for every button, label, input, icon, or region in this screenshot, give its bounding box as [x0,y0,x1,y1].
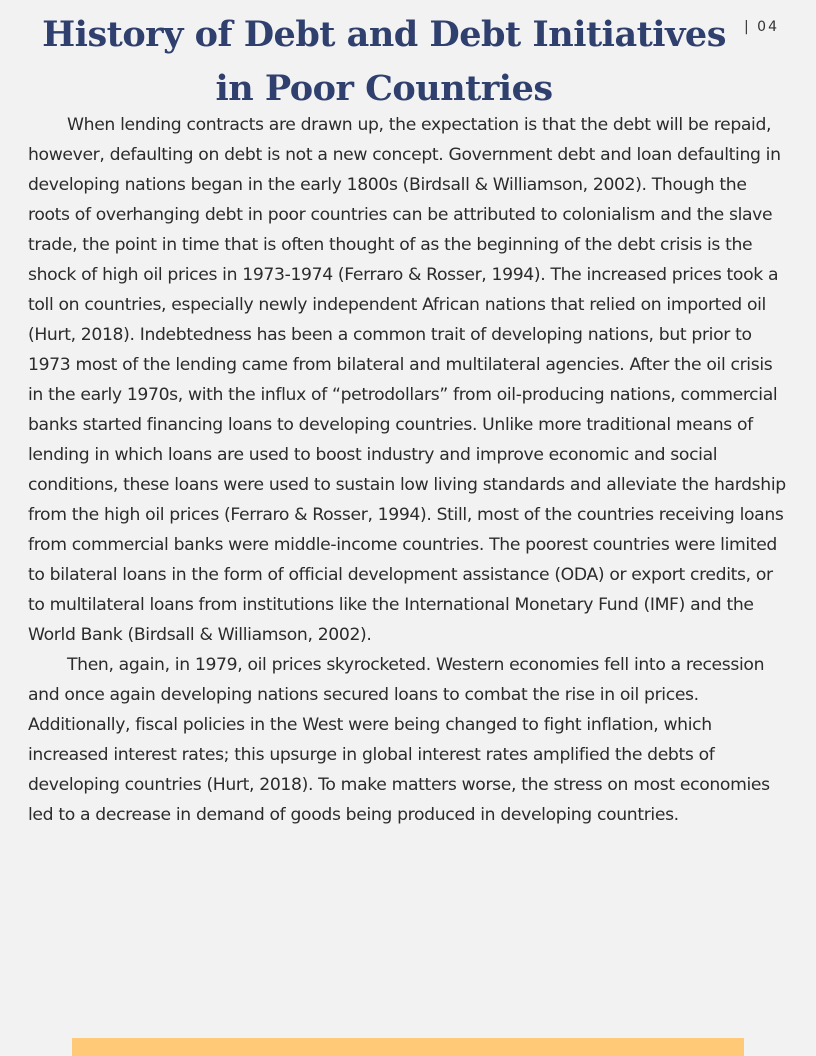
page-title: History of Debt and Debt Initiatives in Poor Countries [42,14,726,109]
footer-accent-bar [72,1038,744,1056]
page-number: | 04 [744,19,779,35]
paragraph-1979-oil-shock: Then, again, in 1979, oil prices skyrocketed. Western economies fell into a recession and once again developing nations secured loans to combat the rise in oil prices. Additionally, fiscal policies in the West were being changed to fight inflation, which increased interest rates; this upsurge in global interest rates amplified the debts of developing countries (Hurt, 2018). To make matters worse, the stress on most economies led to a decrease in demand of goods being produced in developing countries. [28,655,770,825]
body-text [28,110,792,830]
paragraph-debt-history: When lending contracts are drawn up, the expectation is that the debt will be repaid, however, defaulting on debt is not a new concept. Government debt and loan defaulting in developing nations began in the early 1800s (Birdsall & Williamson, 2002). Though the roots of overhanging debt in poor countries can be attributed to colonialism and the slave trade, the point in time that is often thought of as the beginning of the debt crisis is the shock of high oil prices in 1973-1974 (Ferraro & Rosser, 1994). The increased prices took a toll on countries, especially newly independent African nations that relied on imported oil (Hurt, 2018). Indebtedness has been a common trait of developing nations, but prior to 1973 most of the lending came from bilateral and multilateral agencies. After the oil crisis in the early 1970s, with the influx of “petrodollars” from oil-producing nations, commercial banks started financing loans to developing countries. Unlike more traditional means of lending in which loans are used to boost industry and improve economic and social conditions, these loans were used to sustain low living standards and alleviate the hardship from the high oil prices (Ferraro & Rosser, 1994). Still, most of the countries receiving loans from commercial banks were middle-income countries. The poorest countries were limited to bilateral loans in the form of official development assistance (ODA) or export credits, or to multilateral loans from institutions like the International Monetary Fund (IMF) and the World Bank (Birdsall & Williamson, 2002). [28,115,786,645]
